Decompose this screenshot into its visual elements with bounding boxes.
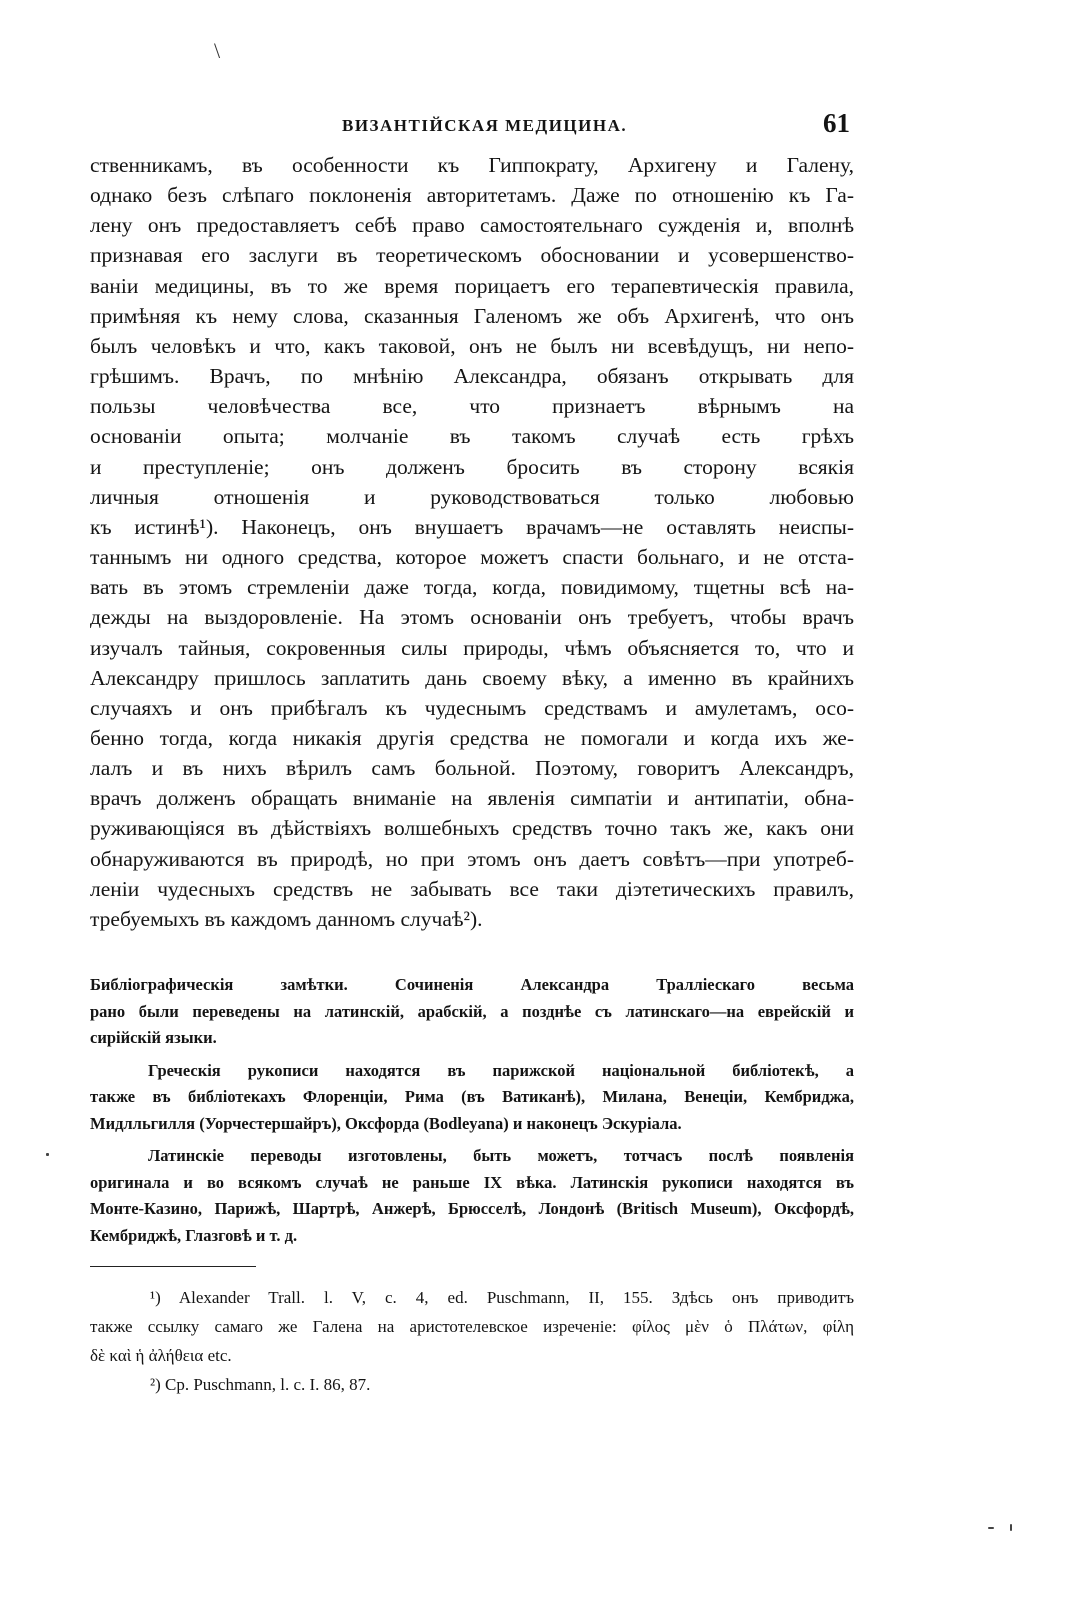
notes-line: Латинскіе переводы изготовлены, быть можетъ, тотчасъ послѣ появленія (148, 1146, 854, 1165)
footnote-2 (150, 1370, 854, 1399)
notes-line: Кембриджѣ, Глазговѣ и т. д. (90, 1225, 298, 1245)
footnote-rule (90, 1266, 256, 1267)
main-text (90, 150, 854, 934)
running-head (90, 108, 850, 142)
notes-line: Греческія рукописи находятся въ парижской національной библіотекѣ, а (148, 1060, 854, 1080)
text-line: ваніи медицины, въ то же время порицаетъ его терапевтическія правила, (90, 273, 854, 298)
text-line: ственникамъ, въ особенности къ Гиппократу, Архигену и Галену, (90, 153, 854, 177)
text-line: бенно тогда, когда никакія другія средства не помогали и когда ихъ же- (90, 725, 854, 750)
footnote-line: ²) Cp. Puschmann, l. c. I. 86, 87. (150, 1375, 371, 1394)
text-line: лену онъ предоставляетъ себѣ право самостоятельнаго сужденія и, вполнѣ (90, 213, 854, 238)
text-line: изучалъ тайныя, сокровенныя силы природы, чѣмъ объясняется то, что и (90, 635, 854, 660)
notes-line: сирійскій языки. (90, 1028, 217, 1047)
text-line: дежды на выздоровленіе. На этомъ основаніи онъ требуетъ, чтобы врачъ (90, 605, 854, 630)
text-line: и преступленіе; онъ долженъ бросить въ сторону всякія (90, 454, 854, 479)
notes-line: оригинала и во всякомъ случаѣ не раньше IX вѣка. Латинскія рукописи находятся въ (90, 1172, 854, 1192)
scan-speck (46, 1153, 49, 1156)
text-line: личныя отношенія и руководствоваться только любовью (90, 484, 854, 509)
notes-paragraph (90, 1143, 854, 1249)
text-line: пользы человѣчества все, что признаетъ вѣрнымъ на (90, 394, 854, 419)
stray-mark: \ (214, 38, 221, 63)
text-line: признавая его заслуги въ теоретическомъ обосновании и усовершенство- (90, 243, 854, 268)
footnote-1-continuation (90, 1312, 854, 1370)
text-line: основаніи опыта; молчаніе въ такомъ случаѣ есть грѣхъ (90, 424, 854, 449)
text-line: къ истинѣ¹). Наконецъ, онъ внушаетъ врачамъ—не оставлять неиспы- (90, 514, 854, 539)
notes-paragraph (90, 972, 854, 1052)
text-line: таннымъ ни одного средства, которое можетъ спасти больнаго, и не отста- (90, 545, 854, 570)
scan-speck (1010, 1524, 1012, 1531)
notes-line: Монте-Казино, Парижѣ, Шартрѣ, Анжерѣ, Брюсселѣ, Лондонѣ (Britisch Museum), Оксфордѣ, (90, 1199, 854, 1218)
text-line: требуемыхъ въ каждомъ данномъ случаѣ²). (90, 906, 483, 931)
bibliographic-notes (90, 972, 854, 1255)
text-line: леніи чудесныхъ средствъ не забывать все таки діэтетическихъ правилъ, (90, 876, 854, 901)
footnotes (90, 1283, 854, 1399)
notes-line: Библіографическія замѣтки. Сочиненія Александра Тралліескаго весьма (90, 975, 854, 994)
notes-paragraph (90, 1058, 854, 1138)
text-line: однако безъ слѣпаго поклоненія авторитетамъ. Даже по отношенію къ Га- (90, 183, 854, 208)
running-title: ВИЗАНТІЙСКАЯ МЕДИЦИНА. (342, 116, 628, 135)
footnote-1 (150, 1283, 854, 1312)
footnote-line: δὲ καὶ ἡ ἀλήθεια etc. (90, 1346, 232, 1365)
text-line: случаяхъ и онъ прибѣгалъ къ чудеснымъ средствамъ и амулетамъ, осо- (90, 695, 854, 720)
notes-line: Мидлльгилля (Уорчестершайръ), Оксфорда (Bodleyana) и наконецъ Эскуріала. (90, 1113, 682, 1133)
text-line: обнаруживаются въ природѣ, но при этомъ онъ даетъ совѣтъ—при употреб- (90, 846, 854, 871)
text-line: Александру пришлось заплатить дань своему вѣку, а именно въ крайнихъ (90, 665, 854, 690)
text-line: былъ человѣкъ и что, какъ таковой, онъ не былъ ни всевѣдущъ, ни непо- (90, 333, 854, 358)
footnote-line: ¹) Alexander Trall. l. V, c. 4, ed. Puschmann, II, 155. Здѣсь онъ приводитъ (150, 1288, 854, 1307)
notes-line: также въ библіотекахъ Флоренціи, Рима (въ Ватиканѣ), Милана, Венеціи, Кембриджа, (90, 1087, 854, 1106)
scan-speck (988, 1527, 994, 1529)
footnote-line: также ссылку самаго же Галена на аристотелевское изреченіе: φίλος μὲν ὁ Πλάτων, φίλη (90, 1317, 854, 1336)
page-number: 61 (823, 108, 850, 138)
notes-line: рано были переведены на латинскій, арабскій, а позднѣе съ латинскаго—на еврейскій и (90, 1001, 854, 1021)
text-line: вать въ этомъ стремленіи даже тогда, когда, повидимому, тщетны всѣ на- (90, 575, 854, 600)
text-line: лалъ и въ нихъ вѣрилъ самъ больной. Поэтому, говоритъ Александръ, (90, 756, 854, 781)
text-line: примѣняя къ нему слова, сказанныя Галеномъ же объ Архигенѣ, что онъ (90, 303, 854, 328)
text-line: руживающіяся въ дѣйствіяхъ волшебныхъ средствъ точно такъ же, какъ они (90, 816, 854, 841)
text-line: врачъ долженъ обращать вниманіе на явленія симпатіи и антипатіи, обна- (90, 786, 854, 811)
text-line: грѣшимъ. Врачъ, по мнѣнію Александра, обязанъ открывать для (90, 364, 854, 389)
